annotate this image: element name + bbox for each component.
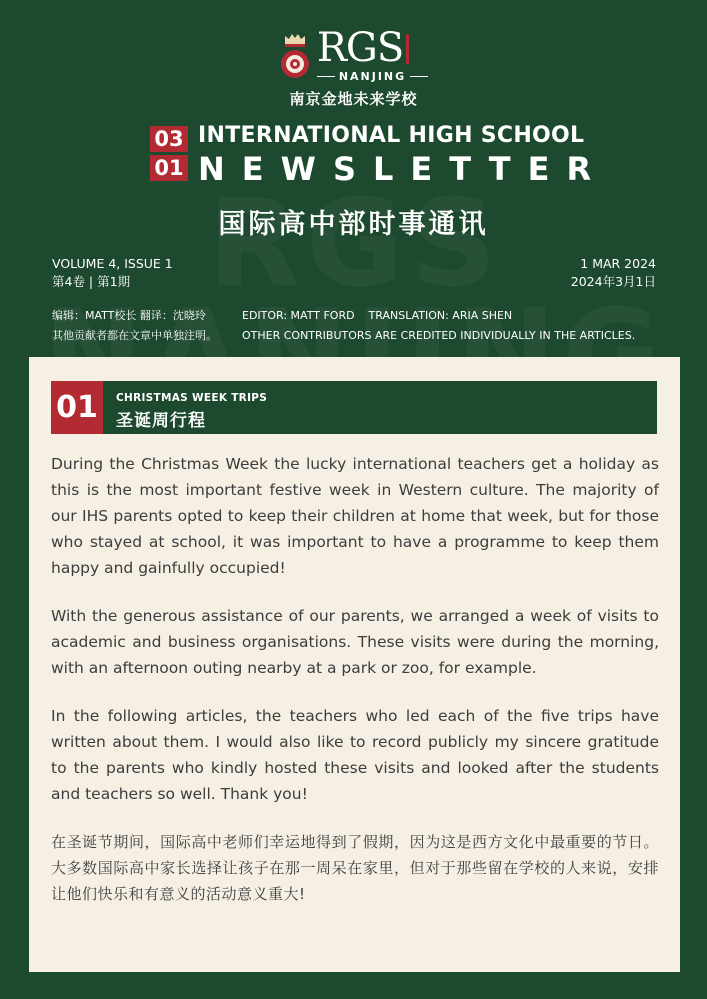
- paragraph-cn: 在圣诞节期间，国际高中老师们幸运地得到了假期，因为这是西方文化中最重要的节日。大多数国际高中家长选择让孩子在那一周呆在家里，但对于那些留在学校的人来说，安排让他们快乐和有意义的活动意义重大!: [51, 833, 659, 903]
- school-name-cn: 南京金地未来学校: [289, 89, 418, 108]
- editor-en: EDITOR: MATT FORD TRANSLATION: ARIA SHEN: [242, 309, 513, 322]
- issue-meta: [52, 255, 656, 291]
- volume-cn: 第4卷 | 第1期: [52, 274, 131, 289]
- paragraph-3: In the following articles, the teachers who led each of the five trips have written about them. I would also like to record publicly my sincere gratitude to the parents who kindly hosted these visits and looked after the students and teachers so well. Thank you!: [51, 707, 659, 803]
- paragraph-1: During the Christmas Week the lucky international teachers get a holiday as this is the most important festive week in Western culture. The majority of our IHS parents opted to keep their children at home that week, but for those who stayed at school, it was important to have a programme to keep them happy and gainfully occupied!: [51, 455, 659, 577]
- date-en: 1 MAR 2024: [580, 256, 656, 271]
- credits: [52, 306, 662, 346]
- school-logo: [0, 25, 707, 109]
- logo-city: NANJING: [338, 70, 407, 83]
- editor-cn: 编辑：MATT校长 翻译：沈晓玲: [52, 309, 206, 322]
- logo-brand: RGS: [316, 25, 404, 71]
- title-en-line1: INTERNATIONAL HIGH SCHOOL: [198, 123, 585, 148]
- contributors-cn: 其他贡献者都在文章中单独注明。: [52, 329, 217, 342]
- section-title-en: CHRISTMAS WEEK TRIPS: [116, 392, 268, 404]
- article-panel: [29, 357, 680, 972]
- section-number: 01: [51, 381, 103, 434]
- crest-icon: [279, 30, 311, 82]
- issue-number-box: [150, 126, 188, 188]
- article-body: [51, 451, 659, 929]
- volume-en: VOLUME 4, ISSUE 1: [52, 256, 173, 271]
- newsletter-header: [150, 124, 608, 188]
- title-cn: 国际高中部时事通讯: [218, 209, 489, 240]
- issue-number-month: 03: [150, 126, 188, 152]
- paragraph-2: With the generous assistance of our parents, we arranged a week of visits to academic and business organisations. These visits were during the morning, with an afternoon outing nearby at a park or zoo, for example.: [51, 607, 659, 677]
- date-cn: 2024年3月1日: [570, 274, 656, 289]
- issue-number-day: 01: [150, 155, 188, 181]
- section-title-cn: 圣诞周行程: [116, 411, 206, 431]
- title-en-line2: NEWSLETTER: [198, 150, 609, 188]
- section-header: [51, 381, 657, 434]
- contributors-en: OTHER CONTRIBUTORS ARE CREDITED INDIVIDUALLY IN THE ARTICLES.: [242, 329, 636, 342]
